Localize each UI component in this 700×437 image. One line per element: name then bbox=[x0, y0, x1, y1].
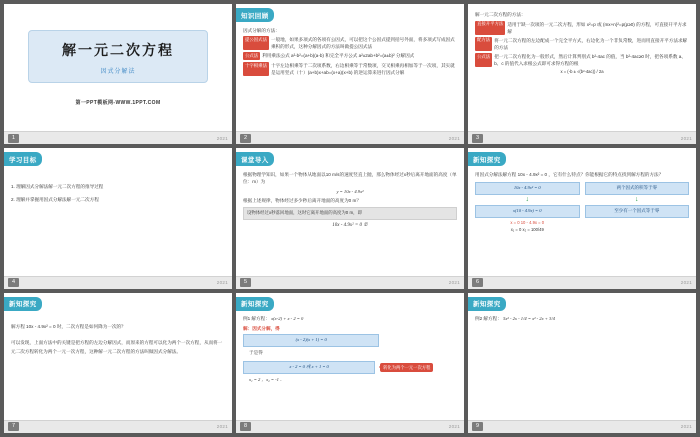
page-number: 3 bbox=[472, 134, 483, 143]
derivation-right bbox=[585, 180, 690, 233]
slide-8-header-wrap bbox=[236, 293, 464, 312]
footer-text: 2021 bbox=[680, 424, 692, 430]
slide-3-content bbox=[468, 4, 696, 79]
footer-text: 2021 bbox=[448, 280, 460, 286]
method-2-text: 将一元二次方程的左边配成一个完全平方式，右边化为一个非负常数，进而用直接开平方法求解的方法 bbox=[494, 37, 688, 50]
slide-5-content bbox=[236, 167, 464, 233]
slide-4[interactable] bbox=[4, 148, 232, 288]
slide-5[interactable] bbox=[236, 148, 464, 288]
slide-6-header-wrap bbox=[468, 148, 696, 167]
principle-note-1: 两个因式的积等于零 bbox=[585, 182, 690, 195]
slide-8-content bbox=[236, 311, 464, 388]
slide-2-footer bbox=[236, 131, 464, 144]
footer-text: 2021 bbox=[216, 135, 228, 141]
method-1-text: 一般地，如果多项式的各项有公因式，可以把这个公因式提到括号外面，将多项式写成因式乘积的形式，这种分解因式的方法叫做提公因式法 bbox=[270, 37, 455, 50]
slide-2-content bbox=[236, 23, 464, 82]
method-3-text: 把一元二次方程化为一般形式，然后计算判别式 b²-4ac 的值，当 b²-4ac≥0 时，把各项系数 a、b、c 的值代入求根公式即可求得方程的根 bbox=[494, 54, 686, 67]
solution-label: 解：因式分解，得 bbox=[243, 325, 280, 331]
page-number: 7 bbox=[8, 422, 19, 431]
slide-2-header-wrap bbox=[236, 4, 464, 23]
derived-equation: 10x - 4.9x² = 0 ① bbox=[332, 222, 368, 228]
derivation-left bbox=[475, 180, 580, 233]
slide-7-body bbox=[4, 293, 232, 420]
footer-text: 2021 bbox=[448, 424, 460, 430]
explanation-text: 可以发现，上面方法中的关键是把方程的左边分解因式，而原来的方程可以化为两个一次方程，从而将一元二次方程转化为两个一元一次方程，这种解一元二次方程的方法叫做因式分解法。 bbox=[11, 339, 223, 354]
principle-note-2: 至少有一个因式等于零 bbox=[585, 205, 690, 218]
slide-8-footer bbox=[236, 420, 464, 433]
slide-4-body bbox=[4, 148, 232, 275]
example-line bbox=[243, 315, 457, 322]
page-number: 4 bbox=[8, 278, 19, 287]
slide-6-footer bbox=[468, 276, 696, 289]
footer-text: 2021 bbox=[680, 135, 692, 141]
slide-6-content bbox=[468, 167, 696, 237]
example-label: 例2 解方程： bbox=[475, 316, 502, 322]
setup-note: 设物体经过x秒落回地面，这时它离开地面的高度为0 m，即 bbox=[243, 207, 457, 220]
method-1 bbox=[475, 21, 689, 35]
question-text: 解方程 10x - 4.9x² = 0 时，二次方程是如何降为一次的？ bbox=[11, 324, 126, 330]
method-1-tag: 直接开平方法 bbox=[475, 21, 505, 35]
page-subtitle: 因式分解法 bbox=[100, 69, 136, 75]
section-header: 新知探究 bbox=[468, 152, 506, 166]
problem-equation: y = 10x - 4.9x² bbox=[336, 188, 364, 194]
page-title: 解一元二次方程 bbox=[61, 42, 174, 58]
method-1-text: 适用于缺一次项的一元二次方程，形如 x²=p 或 (mx+n)²=p(p≥0) 的方程，可直接开平方求解 bbox=[507, 21, 687, 34]
slide-9-body bbox=[468, 293, 696, 420]
footer-text: 2021 bbox=[448, 135, 460, 141]
slide-8-body bbox=[236, 293, 464, 420]
quadratic-formula: x = (-b ± √(b²-4ac)) / 2a bbox=[560, 69, 604, 75]
equation-step-2: x(10 - 4.9x) = 0 bbox=[475, 205, 580, 218]
footer-text: 2021 bbox=[680, 280, 692, 286]
page-number: 5 bbox=[240, 278, 251, 287]
slide-1-footer bbox=[4, 131, 232, 144]
slide-6-body bbox=[468, 148, 696, 275]
derivation-area bbox=[475, 180, 689, 233]
slide-3[interactable] bbox=[468, 4, 696, 144]
section-header: 课堂导入 bbox=[236, 152, 274, 166]
section-header: 知识回顾 bbox=[236, 8, 274, 22]
page-number: 8 bbox=[240, 422, 251, 431]
question-text: 用因式分解法解方程 10x - 4.9x² = 0 ，它有什么特点？你能根据它的特点找到解方程的方法？ bbox=[475, 171, 664, 177]
site-credit: 第一PPT模板网-WWW.1PPT.COM bbox=[75, 100, 161, 106]
problem-question: 根据上述规律，物体经过多少秒后离开地面的高度为0 m？ bbox=[243, 198, 361, 204]
arrow-down-icon: ↓ bbox=[525, 196, 529, 204]
solution-step-2: x - 2 = 0 或 x + 1 = 0 bbox=[243, 361, 375, 374]
method-2-text: 利用乘法公式 a²-b²=(a+b)(a-b) 和完全平方公式 a²±2ab+b²=(a±b)² 分解因式 bbox=[262, 53, 415, 59]
page-number: 1 bbox=[8, 134, 19, 143]
section-header: 新知探究 bbox=[236, 297, 274, 311]
method-2-tag: 公式法 bbox=[243, 52, 260, 60]
slide-2-body bbox=[236, 4, 464, 131]
example-equation: 5x² - 2x - 1/4 = x² - 2x + 3/4 bbox=[503, 316, 555, 322]
section-header: 新知探究 bbox=[4, 297, 42, 311]
step-2-row bbox=[243, 359, 457, 376]
slide-1-body bbox=[4, 4, 232, 131]
slide-1[interactable] bbox=[4, 4, 232, 144]
footer-text: 2021 bbox=[216, 280, 228, 286]
page-number: 6 bbox=[472, 278, 483, 287]
objective-2: 2. 理解并掌握用因式分解法解一元二次方程 bbox=[11, 197, 99, 203]
method-2-tag: 配方法 bbox=[475, 37, 492, 51]
slide-4-footer bbox=[4, 276, 232, 289]
slide-7[interactable] bbox=[4, 293, 232, 433]
intro-line: 因式分解的方法： bbox=[243, 27, 280, 33]
slide-3-footer bbox=[468, 131, 696, 144]
slide-9-header-wrap bbox=[468, 293, 696, 312]
intro-line: 解一元二次方程的方法： bbox=[475, 12, 526, 17]
method-3-tag: 十字相乘法 bbox=[243, 62, 269, 76]
method-2 bbox=[475, 37, 689, 51]
example-equation: x(x-2) + x - 2 = 0 bbox=[271, 316, 304, 322]
page-number: 9 bbox=[472, 422, 483, 431]
example-line bbox=[475, 315, 689, 322]
slide-6[interactable] bbox=[468, 148, 696, 288]
slide-8[interactable] bbox=[236, 293, 464, 433]
slide-7-content bbox=[4, 311, 232, 362]
page-number: 2 bbox=[240, 134, 251, 143]
step-2-label: 于是得 bbox=[249, 350, 263, 356]
method-2 bbox=[243, 52, 457, 60]
slide-2[interactable] bbox=[236, 4, 464, 144]
problem-text: 根据物理学知识，如果一个物体从地面以10 m/s的速度竖直上抛，那么物体经过x秒后离开地面的高度（单位：m）为 bbox=[243, 171, 457, 184]
method-3-text: 十字左边相乘等于二次项系数，右边相乘等于常数项，交叉相乘再相加等于一次项，其实就是运用竖式（十）(a+b)x+ab=(x+a)(x+b) 的逆运算来进行因式分解 bbox=[270, 63, 455, 76]
slide-4-content bbox=[4, 167, 232, 211]
roots-condition: x = 0 10 - 4.9x = 0 bbox=[510, 220, 545, 226]
example-label: 例1 解方程： bbox=[243, 316, 270, 322]
solution-roots: x₁ = 2 ，x₂ = -1 ． bbox=[249, 376, 285, 382]
slide-5-footer bbox=[236, 276, 464, 289]
slide-3-body bbox=[468, 4, 696, 131]
equation-step-1: 10x - 4.9x² = 0 bbox=[475, 182, 580, 195]
transform-callout: 转化为两个一元一次方程 bbox=[380, 363, 433, 373]
section-header: 学习目标 bbox=[4, 152, 42, 166]
slide-4-header-wrap bbox=[4, 148, 232, 167]
slide-9[interactable] bbox=[468, 293, 696, 433]
title-box bbox=[28, 30, 208, 83]
slide-5-header-wrap bbox=[236, 148, 464, 167]
slide-7-footer bbox=[4, 420, 232, 433]
footer-text: 2021 bbox=[216, 424, 228, 430]
solution-step-1: (x - 2)(x + 1) = 0 bbox=[243, 334, 379, 347]
slide-5-body bbox=[236, 148, 464, 275]
roots-values: x₁ = 0 x₂ = 100/49 bbox=[510, 226, 544, 232]
method-1-tag: 提公因式法 bbox=[243, 36, 269, 50]
section-header: 新知探究 bbox=[468, 297, 506, 311]
objective-1: 1. 理解因式分解法解一元二次方程的推导过程 bbox=[11, 183, 104, 189]
arrow-down-icon-2: ↓ bbox=[635, 196, 639, 204]
slide-9-content bbox=[468, 311, 696, 328]
method-3 bbox=[475, 53, 689, 67]
slide-7-header-wrap bbox=[4, 293, 232, 312]
slide-9-footer bbox=[468, 420, 696, 433]
method-1 bbox=[243, 36, 457, 50]
method-3-tag: 公式法 bbox=[475, 53, 492, 67]
method-3 bbox=[243, 62, 457, 76]
